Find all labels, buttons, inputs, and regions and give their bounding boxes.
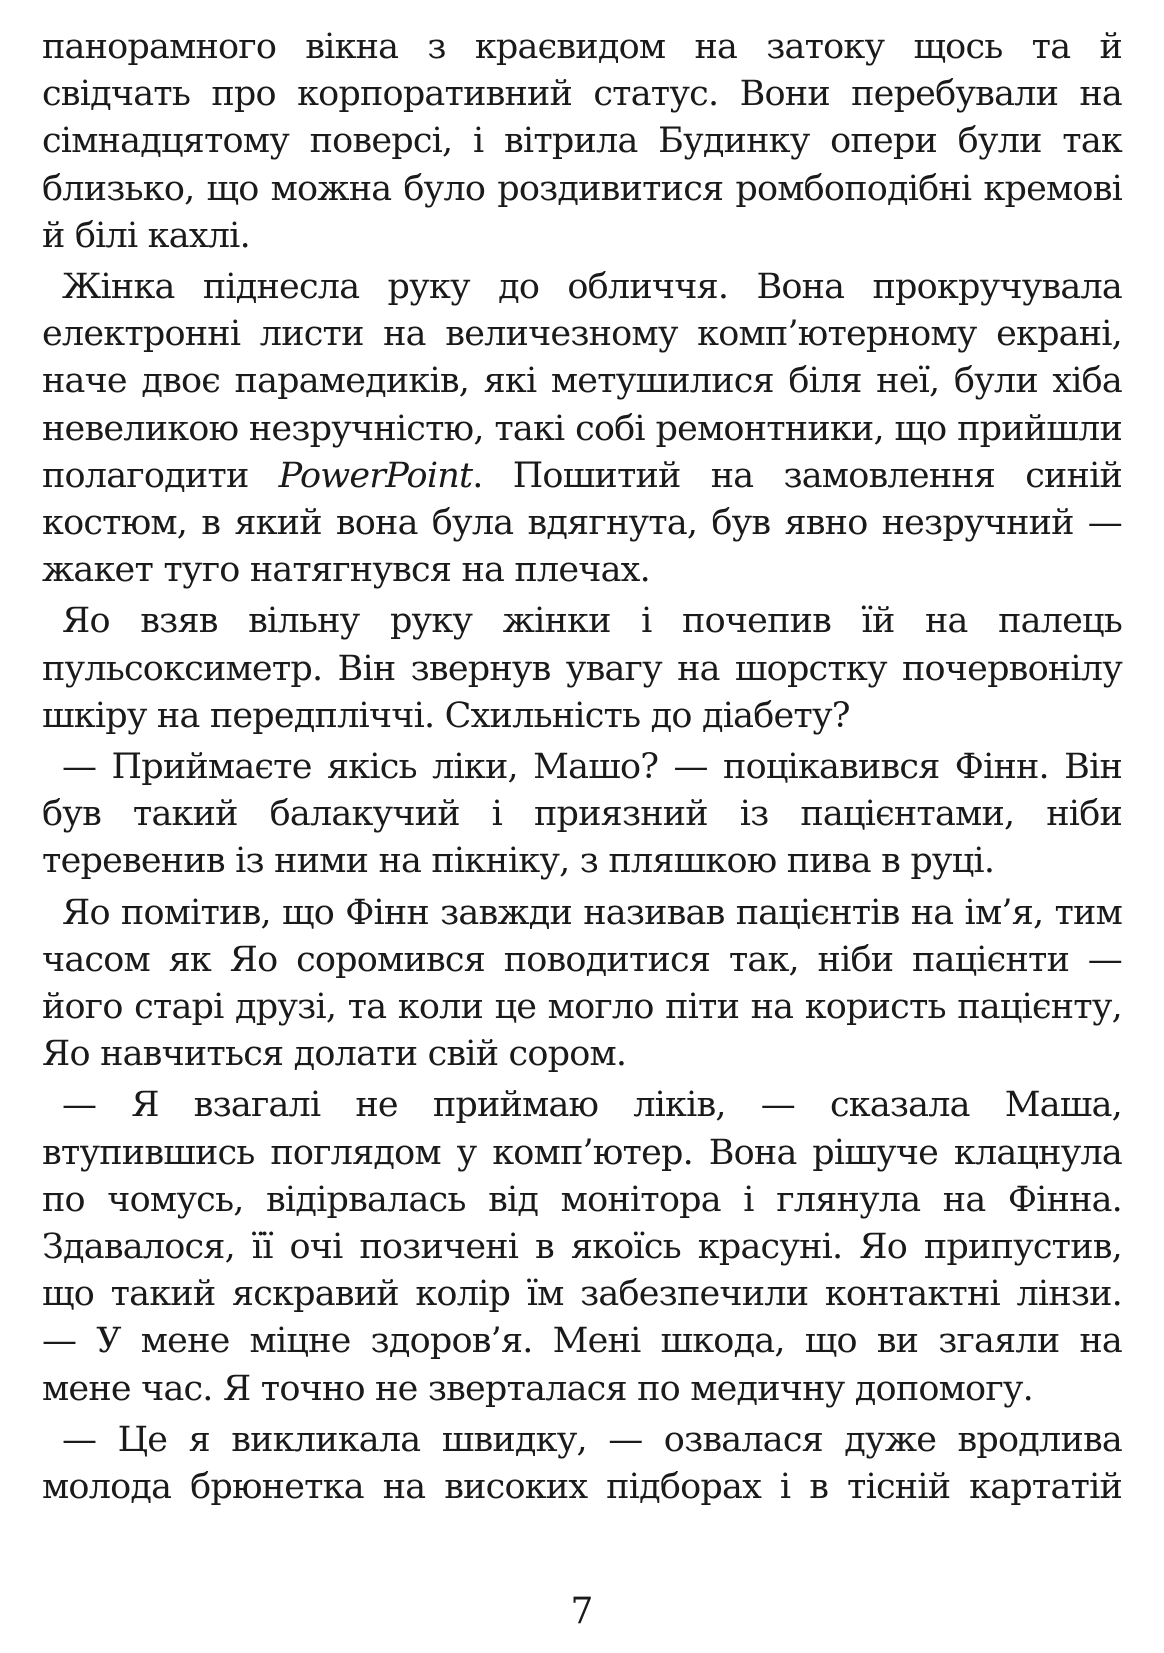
paragraph-3-text: Яо взяв вільну руку жінки і почепив їй на палець пульсоксиметр. Він звернув увагу на шорстку почервонілу шкіру на передпліччі. Схильність до діабету?: [42, 601, 1122, 736]
paragraph-2-text-b: . Пошитий на замовлення синій костюм, в який вона була вдягнута, був явно незручний — жакет туго натягнувся на плечах.: [42, 455, 1122, 591]
paragraph-2: [42, 264, 1122, 594]
paragraph-4: [42, 744, 1122, 886]
book-page-text: [42, 24, 1122, 1584]
paragraph-6: [42, 1082, 1122, 1412]
paragraph-6-text: — Я взагалі не приймаю ліків, — сказала Маша, втупившись поглядом у комп’ютер. Вона рішуче клацнула по чомусь, відірвалась від монітора і глянула на Фінна. Здавалося, її очі позичені в якоїсь красуні. Яо припустив, що такий яскравий колір їм забезпечили контактні лінзи. — У мене міцне здоров’я. Мені шкода, що ви згаяли на мене час. Я точно не зверталася по медичну допомогу.: [42, 1085, 1122, 1409]
paragraph-1-text: панорамного вікна з краєвидом на затоку щось та й свідчать про корпоративний статус. Вони перебували на сімнадцятому поверсі, і вітрила Будинку опери були так близько, що можна було роздивитися ромбоподібні кремові й білі кахлі.: [42, 27, 1122, 256]
paragraph-4-text: — Приймаєте якісь ліки, Машо? — поцікавився Фінн. Він був такий балакучий і приязний із пацієнтами, ніби теревенив із ними на пікніку, з пляшкою пива в руці.: [42, 747, 1122, 882]
paragraph-5-text: Яо помітив, що Фінн завжди називав пацієнтів на ім’я, тим часом як Яо соромився поводитися так, ніби пацієнти — його старі друзі, та коли це могло піти на користь пацієнту, Яо навчиться долати свій сором.: [42, 892, 1122, 1075]
paragraph-2-text-a: Жінка піднесла руку до обличчя. Вона прокручувала електронні листи на величезному комп’ютерному екрані, наче двоє парамедиків, які метушилися біля неї, були хіба невеликою незручністю, такі собі ремонтники, що прийшли полагодити: [42, 267, 1122, 496]
paragraph-5: [42, 890, 1122, 1079]
paragraph-1: [42, 24, 1122, 260]
paragraph-7-text: — Це я викликала швидку, — озвалася дуже вродлива молода брюнетка на високих підборах і в тісній картатій: [42, 1419, 1122, 1508]
paragraph-7: [42, 1417, 1122, 1511]
page-number: 7: [570, 1591, 594, 1632]
paragraph-3: [42, 598, 1122, 740]
paragraph-2-italic-term: PowerPoint: [278, 455, 473, 496]
